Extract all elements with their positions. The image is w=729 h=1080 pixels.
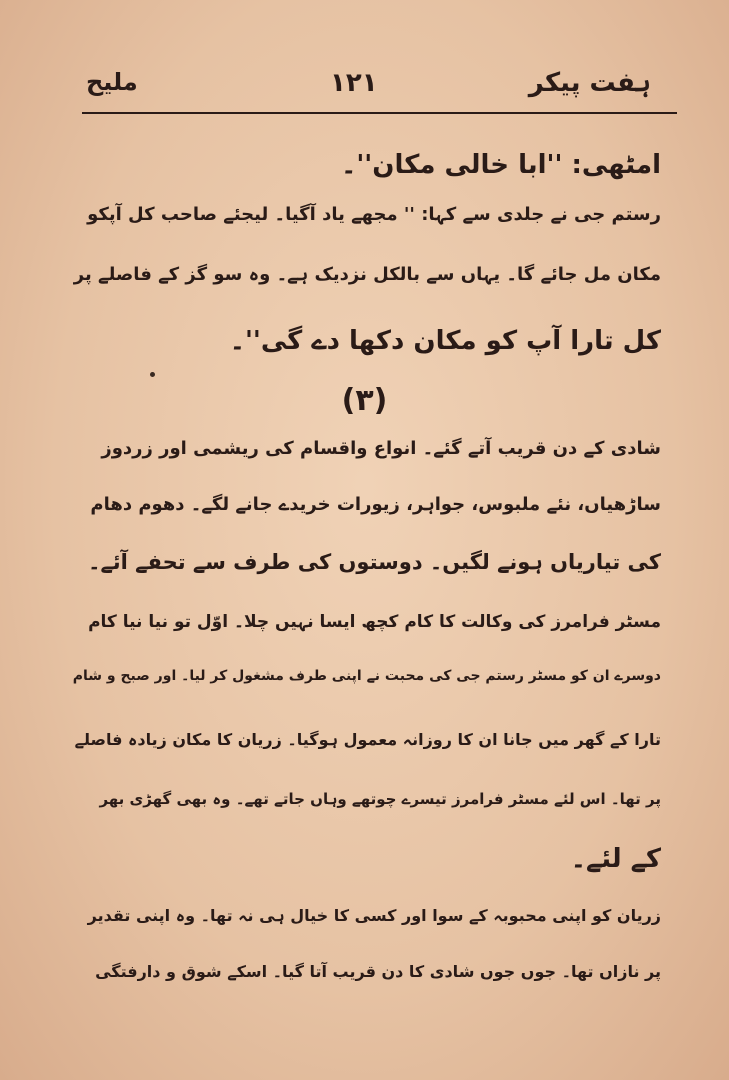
text-line-3: مکان مل جائے گا۔ یہاں سے بالکل نزدیک ہے۔ وہ سو گز کے فاصلے پر <box>73 264 661 285</box>
text-line-8: مسٹر فرامرز کی وکالت کا کام کچھ ایسا نہیں چلا۔ اوّل تو نیا نیا کام <box>88 612 661 632</box>
text-line-7: کی تیاریاں ہونے لگیں۔ دوستوں کی طرف سے تحفے آئے۔ <box>88 550 661 574</box>
text-line-13: زریان کو اپنی محبوبہ کے سوا اور کسی کا خیال ہی نہ تھا۔ وہ اپنی تقدیر <box>87 906 661 925</box>
text-line-14: پر نازاں تھا۔ جوں جوں شادی کا دن قریب آتا گیا۔ اسکے شوق و دارفتگی <box>95 962 661 981</box>
ink-spot <box>150 372 155 377</box>
header-rule <box>82 112 677 114</box>
text-line-6: ساڑھیاں، نئے ملبوس، جواہر، زیورات خریدے جانے لگے۔ دھوم دھام <box>90 494 661 515</box>
text-line-2: رستم جی نے جلدی سے کہا: '' مجھے یاد آگیا۔ لیجئے صاحب کل آپکو <box>87 204 661 225</box>
section-number: (۳) <box>341 383 388 418</box>
text-line-4: کل تارا آپ کو مکان دکھا دے گی''۔ <box>229 326 661 356</box>
text-line-9: دوسرے ان کو مسٹر رستم جی کی محبت نے اپنی طرف مشغول کر لیا۔ اور صبح و شام <box>72 668 661 684</box>
book-title: ہفت پیکر <box>528 68 651 98</box>
page-number: ۱۲۱ <box>330 68 378 98</box>
text-line-12: کے لئے۔ <box>570 844 661 874</box>
text-line-5: شادی کے دن قریب آتے گئے۔ انواع واقسام کی ریشمی اور زردوز <box>101 438 661 459</box>
text-line-1: امٹھی: ''ابا خالی مکان''۔ <box>341 150 661 180</box>
header-left-label: ملیح <box>86 68 138 96</box>
text-line-10: تارا کے گھر میں جانا ان کا روزانہ معمول ہوگیا۔ زریان کا مکان زیادہ فاصلے <box>74 730 661 749</box>
text-line-11: پر تھا۔ اس لئے مسٹر فرامرز تیسرے چوتھے وہاں جاتے تھے۔ وہ بھی گھڑی بھر <box>99 790 661 808</box>
